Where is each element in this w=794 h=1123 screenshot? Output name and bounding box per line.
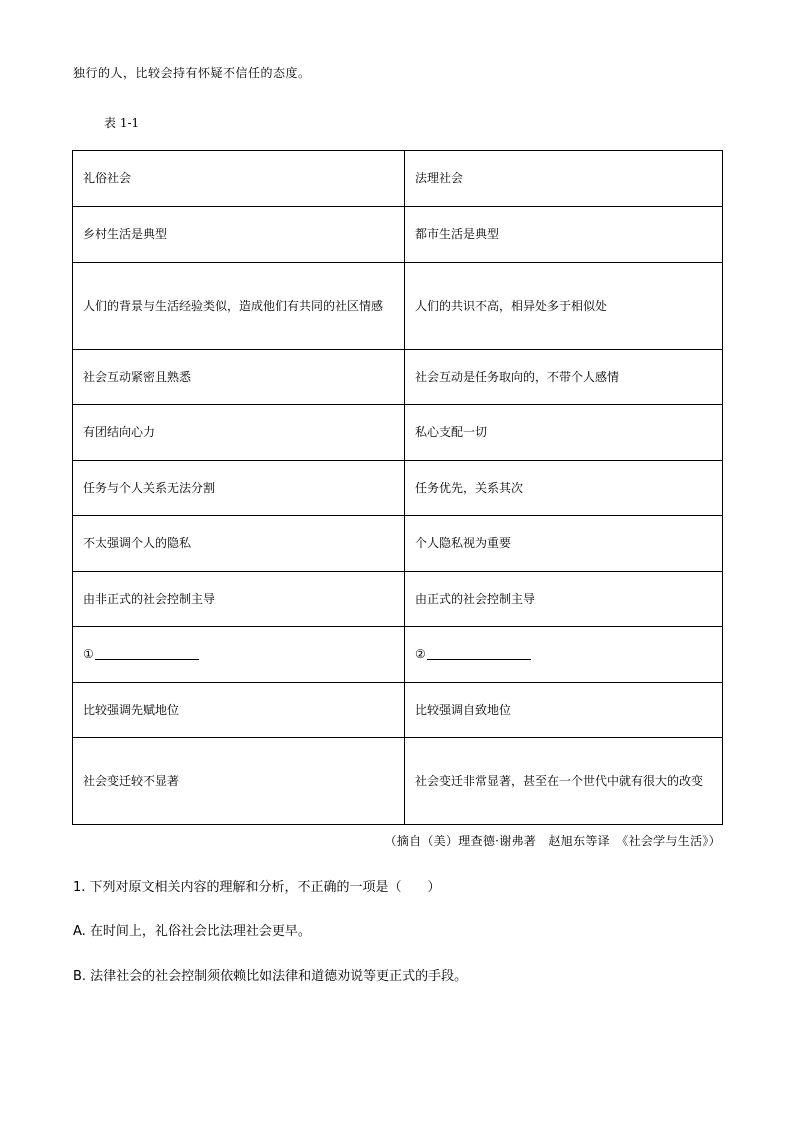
table-cell: 任务优先，关系其次: [405, 461, 723, 516]
table-cell: 法理社会: [405, 151, 723, 207]
table-cell: 人们的背景与生活经验类似，造成他们有共同的社区情感: [73, 263, 405, 350]
option-a[interactable]: A. 在时间上，礼俗社会比法理社会更早。: [73, 924, 311, 939]
question-stem: 1. 下列对原文相关内容的理解和分析，不正确的一项是（ ）: [73, 880, 441, 895]
table-cell: 个人隐私视为重要: [405, 516, 723, 572]
table-cell: 任务与个人关系无法分割: [73, 461, 405, 516]
table-cell: 比较强调先赋地位: [73, 683, 405, 738]
table-cell: 由非正式的社会控制主导: [73, 572, 405, 627]
table-row: [73, 572, 723, 627]
blank-marker-1: ①: [83, 647, 94, 661]
comparison-table: [72, 150, 723, 825]
table-cell: 社会变迁非常显著，甚至在一个世代中就有很大的改变: [405, 738, 723, 825]
intro-text: 独行的人，比较会持有怀疑不信任的态度。: [73, 66, 311, 80]
table-row: [73, 738, 723, 825]
table-cell: 礼俗社会: [73, 151, 405, 207]
source-citation: （摘自（美）理查德·谢弗著 赵旭东等译 《社会学与生活》）: [384, 834, 721, 848]
table-cell: 有团结向心力: [73, 405, 405, 461]
table-cell: [405, 627, 723, 683]
table-cell: 私心支配一切: [405, 405, 723, 461]
table-row: [73, 151, 723, 207]
table-caption: 表 1-1: [104, 116, 140, 130]
table-row: [73, 683, 723, 738]
table-cell: 比较强调自致地位: [405, 683, 723, 738]
table-cell: 社会互动紧密且熟悉: [73, 350, 405, 405]
table-cell: 社会变迁较不显著: [73, 738, 405, 825]
table-row: [73, 207, 723, 263]
blank-marker-2: ②: [415, 647, 426, 661]
table-cell: [73, 627, 405, 683]
answer-blank-2[interactable]: [427, 649, 531, 660]
table-cell: 不太强调个人的隐私: [73, 516, 405, 572]
table-row: [73, 627, 723, 683]
table-row: [73, 516, 723, 572]
option-b[interactable]: B. 法律社会的社会控制须依赖比如法律和道德劝说等更正式的手段。: [73, 969, 468, 984]
table-row: [73, 350, 723, 405]
answer-blank-1[interactable]: [95, 649, 199, 660]
table-cell: 乡村生活是典型: [73, 207, 405, 263]
table-row: [73, 263, 723, 350]
table-row: [73, 405, 723, 461]
table-cell: 社会互动是任务取向的，不带个人感情: [405, 350, 723, 405]
table-cell: 都市生活是典型: [405, 207, 723, 263]
table-cell: 由正式的社会控制主导: [405, 572, 723, 627]
table-row: [73, 461, 723, 516]
table-cell: 人们的共识不高，相异处多于相似处: [405, 263, 723, 350]
